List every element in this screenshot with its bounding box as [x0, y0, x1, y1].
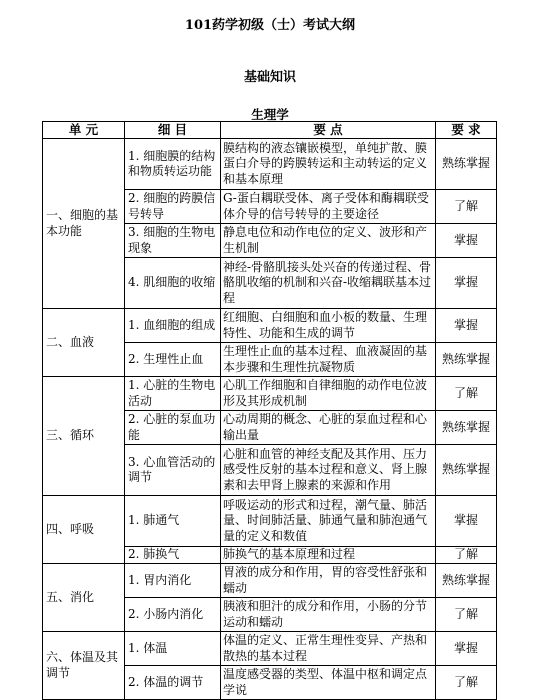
item-cell: 1. 血细胞的组成: [125, 309, 221, 343]
item-cell: 3. 细胞的生物电现象: [125, 224, 221, 258]
table-row: [43, 139, 497, 190]
unit-cell: 四、呼吸: [43, 496, 125, 564]
requirement-cell: 掌握: [436, 496, 497, 547]
point-cell: 温度感受器的类型、体温中枢和调定点学说: [221, 666, 436, 700]
point-cell: 膜结构的液态镶嵌模型，单纯扩散、膜蛋白介导的跨膜转运和主动转运的定义和基本原理: [221, 139, 436, 190]
item-cell: 1. 细胞膜的结构和物质转运功能: [125, 139, 221, 190]
item-cell: 4. 肌细胞的收缩: [125, 258, 221, 309]
item-cell: 1. 心脏的生物电活动: [125, 377, 221, 411]
requirement-cell: 熟练掌握: [436, 139, 497, 190]
unit-cell: 六、体温及其调节: [43, 632, 125, 700]
requirement-cell: 掌握: [436, 224, 497, 258]
item-cell: 1. 胃内消化: [125, 564, 221, 598]
point-cell: 胃液的成分和作用，胃的容受性舒张和蠕动: [221, 564, 436, 598]
point-cell: 红细胞、白细胞和血小板的数量、生理特性、功能和生成的调节: [221, 309, 436, 343]
item-cell: 2. 生理性止血: [125, 343, 221, 377]
point-cell: G-蛋白耦联受体、离子受体和酶耦联受体介导的信号转导的主要途径: [221, 190, 436, 224]
table-row: [43, 309, 497, 343]
table-row: [43, 564, 497, 598]
requirement-cell: 掌握: [436, 258, 497, 309]
item-cell: 2. 体温的调节: [125, 666, 221, 700]
requirement-cell: 了解: [436, 377, 497, 411]
requirement-cell: 熟练掌握: [436, 564, 497, 598]
item-cell: 3. 心血管活动的调节: [125, 445, 221, 496]
item-cell: 2. 肺换气: [125, 547, 221, 564]
header-point: 要 点: [221, 122, 436, 139]
table-row: [43, 632, 497, 666]
requirement-cell: 掌握: [436, 309, 497, 343]
point-cell: 心肌工作细胞和自律细胞的动作电位波形及其形成机制: [221, 377, 436, 411]
unit-cell: 二、血液: [43, 309, 125, 377]
point-cell: 胰液和胆汁的成分和作用，小肠的分节运动和蠕动: [221, 598, 436, 632]
unit-cell: 一、细胞的基本功能: [43, 139, 125, 309]
unit-cell: 三、循环: [43, 377, 125, 496]
requirement-cell: 掌握: [436, 632, 497, 666]
item-cell: 1. 体温: [125, 632, 221, 666]
document-title: 101药学初级（士）考试大纲: [184, 18, 356, 33]
syllabus-table: [42, 121, 497, 700]
table-header-row: [43, 122, 497, 139]
requirement-cell: 了解: [436, 547, 497, 564]
requirement-cell: 熟练掌握: [436, 411, 497, 445]
table-row: [43, 496, 497, 547]
point-cell: 神经-骨骼肌接头处兴奋的传递过程、骨骼肌收缩的机制和兴奋-收缩耦联基本过程: [221, 258, 436, 309]
subject-title: 生理学: [251, 107, 289, 122]
requirement-cell: 熟练掌握: [436, 445, 497, 496]
point-cell: 肺换气的基本原理和过程: [221, 547, 436, 564]
table-row: [43, 377, 497, 411]
section-title: 基础知识: [243, 70, 296, 85]
requirement-cell: 熟练掌握: [436, 343, 497, 377]
point-cell: 心动周期的概念、心脏的泵血过程和心输出量: [221, 411, 436, 445]
point-cell: 呼吸运动的形式和过程，潮气量、肺活量、时间肺活量、肺通气量和肺泡通气量的定义和数值: [221, 496, 436, 547]
item-cell: 2. 细胞的跨膜信号转导: [125, 190, 221, 224]
header-unit: 单 元: [43, 122, 125, 139]
requirement-cell: 了解: [436, 666, 497, 700]
header-item: 细 目: [125, 122, 221, 139]
requirement-cell: 了解: [436, 190, 497, 224]
item-cell: 2. 心脏的泵血功能: [125, 411, 221, 445]
item-cell: 2. 小肠内消化: [125, 598, 221, 632]
point-cell: 静息电位和动作电位的定义、波形和产生机制: [221, 224, 436, 258]
header-requirement: 要 求: [436, 122, 497, 139]
point-cell: 心脏和血管的神经支配及其作用、压力感受性反射的基本过程和意义、肾上腺素和去甲肾上腺素的来源和作用: [221, 445, 436, 496]
unit-cell: 五、消化: [43, 564, 125, 632]
point-cell: 体温的定义、正常生理性变异、产热和散热的基本过程: [221, 632, 436, 666]
point-cell: 生理性止血的基本过程、血液凝固的基本步骤和生理性抗凝物质: [221, 343, 436, 377]
item-cell: 1. 肺通气: [125, 496, 221, 547]
requirement-cell: 了解: [436, 598, 497, 632]
